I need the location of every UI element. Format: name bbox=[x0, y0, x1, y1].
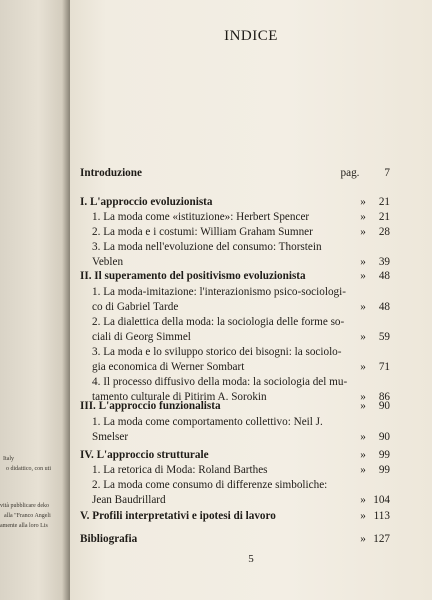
toc-page-marker: » bbox=[360, 270, 366, 282]
toc-chapter-row bbox=[80, 194, 390, 210]
toc-page-marker: » bbox=[360, 449, 366, 461]
toc-entry-title: I. L'approccio evoluzionista bbox=[80, 196, 213, 208]
toc-entry-row bbox=[80, 239, 390, 255]
toc-page-number: 21 bbox=[378, 196, 390, 208]
toc-chapter-row bbox=[80, 268, 390, 284]
toc-entry-title: gia economica di Werner Sombart bbox=[92, 361, 245, 373]
toc-entry-title: Jean Baudrillard bbox=[92, 494, 166, 506]
toc-entry-title: 3. La moda e lo sviluppo storico dei bisogni: la sociolo- bbox=[92, 346, 342, 358]
toc-page-marker: » bbox=[360, 256, 366, 268]
page-title: INDICE bbox=[224, 28, 278, 44]
toc-entry-title: 4. Il processo diffusivo della moda: la sociologia del mu- bbox=[92, 376, 348, 388]
toc-entry-row bbox=[80, 299, 390, 315]
toc-entry-row bbox=[80, 374, 390, 390]
toc-page-marker: » bbox=[360, 464, 366, 476]
toc-entry-title: Smelser bbox=[92, 431, 129, 443]
toc-page-marker: » bbox=[360, 431, 366, 443]
toc-chapter-row bbox=[80, 447, 390, 463]
toc-page-number: 113 bbox=[373, 510, 390, 522]
toc-entry-title: 3. La moda nell'evoluzione del consumo: Thorstein bbox=[92, 241, 322, 253]
toc-page-marker: » bbox=[360, 510, 366, 522]
toc-entry-row bbox=[80, 477, 390, 493]
toc-entry-row bbox=[80, 224, 390, 240]
toc-entry-title: 1. La moda come «istituzione»: Herbert Spencer bbox=[92, 211, 310, 223]
toc-page-number: 99 bbox=[378, 449, 390, 461]
toc-entry-row bbox=[80, 344, 390, 360]
facing-page-line: o didattico, con uti bbox=[6, 466, 51, 472]
toc-entry-row bbox=[80, 462, 390, 478]
toc-chapter-row bbox=[80, 398, 390, 414]
toc-page-number: 86 bbox=[378, 391, 390, 403]
toc-entry-title: Introduzione bbox=[80, 167, 142, 179]
toc-page-number: 71 bbox=[378, 361, 390, 373]
toc-page-marker: » bbox=[360, 196, 366, 208]
toc-entry-title: V. Profili interpretativi e ipotesi di lavoro bbox=[80, 510, 276, 522]
toc-entry-title: 1. La moda come comportamento collettivo: Neil J. bbox=[92, 416, 323, 428]
toc-page-marker: » bbox=[360, 361, 366, 373]
toc-entry-title: ciali di Georg Simmel bbox=[92, 331, 191, 343]
toc-entry-title: 1. La retorica di Moda: Roland Barthes bbox=[92, 464, 268, 476]
toc-page-number: 21 bbox=[378, 211, 390, 223]
table-of-contents bbox=[70, 0, 432, 600]
toc-page-marker: » bbox=[360, 331, 366, 343]
toc-entry-row bbox=[80, 284, 390, 300]
facing-page-line: vità pubblicare deko bbox=[0, 503, 49, 509]
toc-page-number: 127 bbox=[373, 533, 390, 545]
facing-page-line: alla "Franco Angeli bbox=[4, 513, 51, 519]
index-page bbox=[70, 0, 432, 600]
toc-page-marker: » bbox=[360, 533, 366, 545]
toc-page-marker: » bbox=[360, 226, 366, 238]
toc-page-number: 99 bbox=[378, 464, 390, 476]
toc-page-number: 48 bbox=[378, 270, 390, 282]
toc-page-marker: » bbox=[360, 494, 366, 506]
toc-entry-title: III. L'approccio funzionalista bbox=[80, 400, 221, 412]
toc-entry-row bbox=[80, 359, 390, 375]
toc-entry-row bbox=[80, 492, 390, 508]
toc-entry-title: IV. L'approccio strutturale bbox=[80, 449, 209, 461]
toc-page-number: 104 bbox=[373, 494, 390, 506]
toc-page-number: 90 bbox=[378, 431, 390, 443]
page-number: 5 bbox=[248, 553, 254, 565]
toc-entry-row bbox=[80, 414, 390, 430]
facing-page bbox=[0, 0, 70, 600]
toc-entry-title: 2. La dialettica della moda: la sociologia delle forme so- bbox=[92, 316, 345, 328]
facing-page-line: amente alla loro Lis bbox=[0, 523, 48, 529]
toc-entry-row bbox=[80, 209, 390, 225]
toc-page-number: 48 bbox=[378, 301, 390, 313]
toc-chapter-row bbox=[80, 508, 390, 524]
toc-chapter-row bbox=[80, 165, 390, 181]
toc-entry-row bbox=[80, 314, 390, 330]
toc-page-marker: » bbox=[360, 301, 366, 313]
toc-page-number: 7 bbox=[384, 167, 390, 179]
toc-page-number: 39 bbox=[378, 256, 390, 268]
toc-page-number: 59 bbox=[378, 331, 390, 343]
toc-page-marker: » bbox=[360, 400, 366, 412]
toc-entry-title: tamento culturale di Pitirim A. Sorokin bbox=[92, 391, 267, 403]
toc-entry-title: 2. La moda come consumo di differenze simboliche: bbox=[92, 479, 328, 491]
toc-entry-title: II. Il superamento del positivismo evoluzionista bbox=[80, 270, 306, 282]
toc-page-marker: pag. bbox=[340, 167, 360, 179]
toc-entry-row bbox=[80, 429, 390, 445]
toc-page-marker: » bbox=[360, 211, 366, 223]
toc-entry-title: 1. La moda-imitazione: l'interazionismo psico-sociologi- bbox=[92, 286, 346, 298]
toc-page-number: 90 bbox=[378, 400, 390, 412]
toc-chapter-row bbox=[80, 531, 390, 547]
toc-page-marker: » bbox=[360, 391, 366, 403]
toc-entry-row bbox=[80, 329, 390, 345]
toc-entry-title: co di Gabriel Tarde bbox=[92, 301, 179, 313]
toc-page-number: 28 bbox=[378, 226, 390, 238]
toc-entry-title: 2. La moda e i costumi: William Graham Sumner bbox=[92, 226, 313, 238]
toc-entry-title: Bibliografia bbox=[80, 533, 138, 545]
toc-entry-title: Veblen bbox=[92, 256, 124, 268]
facing-page-line: Italy bbox=[3, 456, 14, 462]
